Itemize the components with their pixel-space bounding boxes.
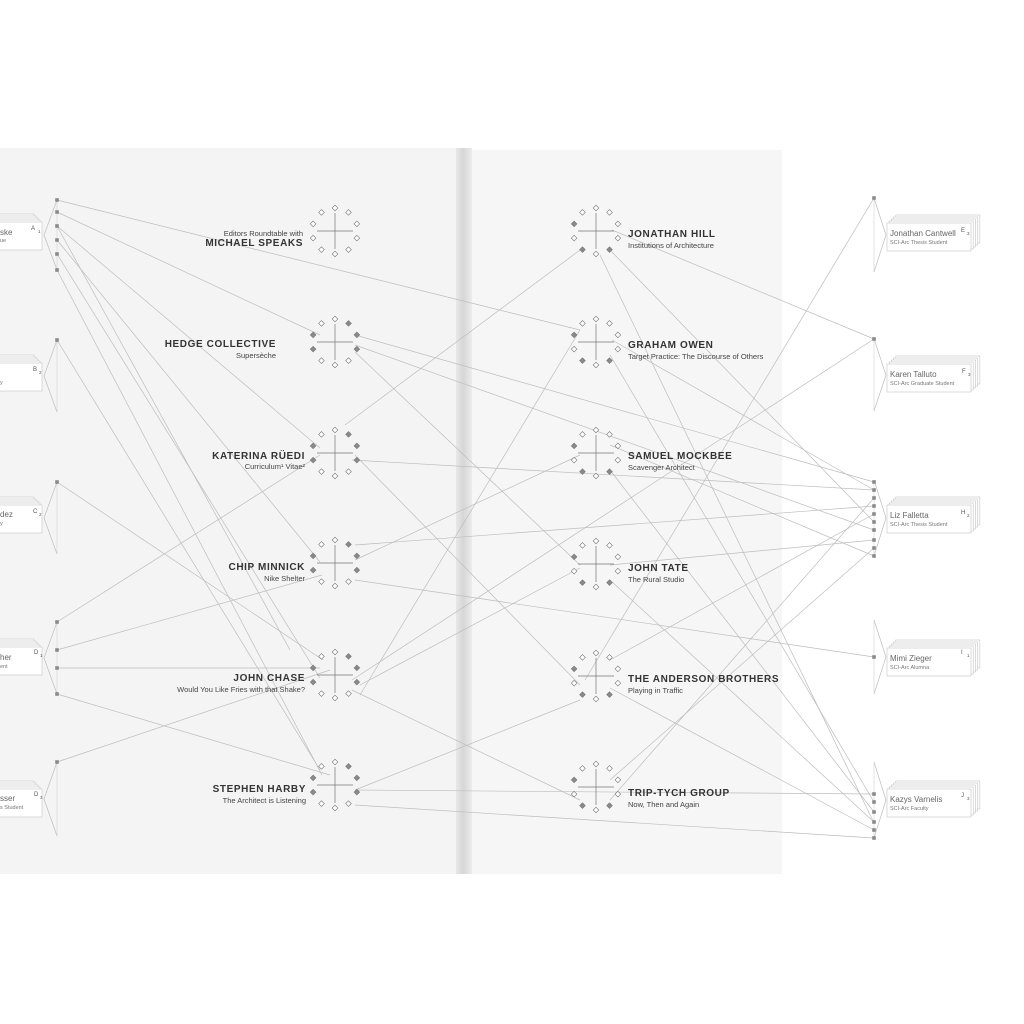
endpoint-square	[55, 666, 59, 670]
hub-port	[593, 807, 599, 813]
hub-port	[593, 362, 599, 368]
hub-port	[607, 692, 613, 698]
bracket-line	[44, 482, 57, 554]
hub-port	[571, 666, 577, 672]
endpoint-square	[55, 252, 59, 256]
connection-line	[610, 514, 874, 660]
hub-port	[593, 761, 599, 767]
card-index: 3	[40, 795, 43, 800]
node-title-hedge-collective: HEDGE COLLECTIVE	[164, 339, 276, 350]
card-role: SCI-Arc Thesis Student	[890, 522, 948, 528]
hub-port	[346, 469, 352, 475]
hub-port	[593, 316, 599, 322]
endpoint-square	[872, 504, 876, 508]
hub-port	[593, 538, 599, 544]
endpoint-square	[872, 538, 876, 542]
connection-line	[57, 240, 320, 562]
endpoint-square	[872, 792, 876, 796]
hub-port	[571, 235, 577, 241]
hub-port	[332, 362, 338, 368]
card-name: Jonathan Cantwell	[890, 229, 956, 238]
connection-line	[57, 455, 320, 622]
endpoint-square	[55, 620, 59, 624]
hub-port	[332, 316, 338, 322]
hub-port	[607, 766, 613, 772]
endpoint-square	[55, 210, 59, 214]
hub-port	[310, 775, 316, 781]
hub-port	[580, 803, 586, 809]
connection-line	[352, 690, 580, 800]
endpoint-square	[872, 337, 876, 341]
hub-port	[346, 579, 352, 585]
hub-port	[319, 432, 325, 438]
bracket-line	[874, 198, 886, 272]
hub-port	[346, 542, 352, 548]
card-index: 3	[967, 231, 970, 236]
node-title-graham-owen: GRAHAM OWEN	[628, 340, 714, 351]
endpoint-square	[55, 648, 59, 652]
hub-port	[332, 583, 338, 589]
connection-line	[610, 250, 874, 522]
hub-port	[593, 584, 599, 590]
endpoint-square	[872, 836, 876, 840]
hub-port	[615, 554, 621, 560]
node-subtitle: Curriculum¹ Vitae²	[244, 462, 305, 471]
node-subtitle: Supersèche	[235, 351, 276, 360]
hub-port	[571, 554, 577, 560]
bracket-line	[44, 200, 57, 270]
hub-port	[571, 346, 577, 352]
hub-port	[310, 567, 316, 573]
connection-line	[355, 506, 874, 545]
node-subtitle: The Architect is Listening	[222, 796, 306, 805]
node-subtitle: Playing in Traffic	[628, 686, 683, 695]
hub-port	[319, 691, 325, 697]
endpoint-square	[872, 520, 876, 524]
endpoint-square	[55, 692, 59, 696]
hub-port	[580, 655, 586, 661]
hub-port	[354, 235, 360, 241]
hub-port	[310, 221, 316, 227]
hub-port	[319, 321, 325, 327]
connection-line	[610, 580, 874, 822]
node-title-anderson-brothers: THE ANDERSON BROTHERS	[628, 674, 780, 685]
hub-port	[346, 432, 352, 438]
endpoint-square	[55, 198, 59, 202]
card-index: 1	[967, 653, 970, 658]
card-role: y	[0, 380, 3, 386]
card-name: Kazys Varnelis	[890, 795, 943, 804]
endpoint-square	[872, 512, 876, 516]
bracket-line	[44, 622, 57, 694]
hub-port	[615, 346, 621, 352]
hub-port	[319, 764, 325, 770]
hub-port	[319, 801, 325, 807]
endpoint-square	[872, 546, 876, 550]
hub-port	[615, 221, 621, 227]
node-subtitle: Nike Shelter	[264, 574, 305, 583]
card-role: s Student	[0, 805, 24, 811]
hub-port	[332, 473, 338, 479]
hub-port	[571, 777, 577, 783]
bracket-line	[874, 339, 886, 411]
connection-line	[57, 200, 580, 330]
card-name: her	[0, 653, 12, 662]
node-subtitle: Now, Then and Again	[628, 800, 700, 809]
hub-port	[580, 358, 586, 364]
hub-port	[310, 553, 316, 559]
hub-port	[607, 321, 613, 327]
endpoint-square	[55, 238, 59, 242]
endpoint-square	[55, 480, 59, 484]
hub-port	[346, 247, 352, 253]
hub-port	[319, 358, 325, 364]
hub-port	[615, 680, 621, 686]
hub-port	[354, 567, 360, 573]
bracket-line	[44, 340, 57, 412]
hub-port	[580, 210, 586, 216]
card-code: A	[31, 226, 36, 232]
card-name: Karen Talluto	[890, 370, 937, 379]
card-role: ue	[0, 238, 7, 244]
node-subtitle: Would You Like Fries with that Shake?	[177, 685, 305, 694]
hub-port	[354, 679, 360, 685]
hub-port	[354, 221, 360, 227]
connection-line	[355, 335, 874, 482]
endpoint-square	[55, 224, 59, 228]
card-code: H	[961, 510, 966, 516]
card-role: SCI-Arc Faculty	[890, 806, 929, 812]
hub-port	[310, 346, 316, 352]
hub-port	[593, 205, 599, 211]
node-title-john-chase: JOHN CHASE	[233, 673, 305, 684]
endpoint-square	[55, 338, 59, 342]
hub-port	[332, 695, 338, 701]
bracket-line	[44, 762, 57, 836]
connection-line	[57, 226, 290, 650]
hub-port	[615, 457, 621, 463]
connection-line	[352, 339, 874, 680]
hub-port	[346, 654, 352, 660]
node-title-john-tate: JOHN TATE	[628, 563, 689, 574]
node-title-michael-speaks: MICHAEL SPEAKS	[205, 238, 303, 249]
connection-line	[355, 700, 580, 790]
hub-port	[319, 210, 325, 216]
hub-port	[607, 210, 613, 216]
card-index: 3	[968, 372, 971, 377]
hub-port	[607, 803, 613, 809]
card-name: dez	[0, 510, 13, 519]
card-index: 1	[40, 653, 43, 658]
hub-port	[332, 805, 338, 811]
hub-port	[354, 457, 360, 463]
card-code: B	[33, 367, 38, 373]
hub-port	[346, 358, 352, 364]
hub-port	[332, 759, 338, 765]
hub-port	[346, 210, 352, 216]
connection-line	[352, 460, 874, 490]
hub-port	[346, 764, 352, 770]
node-title-stephen-harby: STEPHEN HARBY	[212, 784, 306, 795]
endpoint-square	[55, 760, 59, 764]
connection-line	[57, 226, 320, 448]
hub-port	[354, 346, 360, 352]
hub-port	[615, 666, 621, 672]
connection-line	[355, 455, 580, 685]
hub-port	[607, 358, 613, 364]
card-role: SCI-Arc Alumna	[890, 665, 930, 671]
card-name: ske	[0, 228, 13, 237]
node-subtitle: Institutions of Architecture	[628, 241, 714, 250]
card-name: sser	[0, 794, 16, 803]
card-code: C	[33, 509, 38, 515]
hub-port	[332, 649, 338, 655]
hub-port	[346, 801, 352, 807]
hub-port	[580, 692, 586, 698]
hub-port	[346, 321, 352, 327]
card-code: D	[34, 650, 39, 656]
hub-port	[354, 443, 360, 449]
card-role: SCI-Arc Graduate Student	[890, 381, 955, 387]
node-title-trip-tych-group: TRIP-TYCH GROUP	[628, 788, 730, 799]
hub-port	[615, 443, 621, 449]
hub-port	[310, 679, 316, 685]
hub-port	[593, 696, 599, 702]
hub-port	[571, 457, 577, 463]
card-name: Mimi Zieger	[890, 654, 932, 663]
hub-port	[310, 789, 316, 795]
connection-line	[355, 805, 874, 838]
hub-port	[319, 654, 325, 660]
node-title-jonathan-hill: JONATHAN HILL	[628, 229, 716, 240]
card-index: 2	[39, 512, 42, 517]
hub-port	[580, 247, 586, 253]
hub-port	[580, 432, 586, 438]
card-code: I	[961, 650, 963, 656]
connection-line	[355, 790, 874, 794]
hub-port	[332, 537, 338, 543]
node-subtitle: Scavenger Architect	[628, 463, 695, 472]
hub-port	[354, 665, 360, 671]
connection-line	[355, 352, 580, 565]
bracket-line	[874, 762, 886, 838]
endpoint-square	[872, 496, 876, 500]
hub-port	[319, 579, 325, 585]
card-index: 2	[967, 513, 970, 518]
node-title-katerina-ruedi: KATERINA RÜEDI	[212, 451, 305, 462]
endpoint-square	[872, 196, 876, 200]
connection-line	[57, 575, 322, 650]
hub-port	[615, 777, 621, 783]
endpoint-square	[872, 828, 876, 832]
connection-line	[610, 470, 874, 812]
hub-port	[593, 650, 599, 656]
hub-port	[354, 775, 360, 781]
connection-line	[355, 345, 874, 530]
hub-port	[571, 443, 577, 449]
endpoint-square	[872, 800, 876, 804]
hub-port	[615, 568, 621, 574]
endpoint-square	[872, 810, 876, 814]
hub-port	[593, 251, 599, 257]
node-title-samuel-mockbee: SAMUEL MOCKBEE	[628, 451, 733, 462]
hub-port	[615, 235, 621, 241]
hub-port	[580, 321, 586, 327]
endpoint-square	[55, 268, 59, 272]
connection-line	[355, 580, 874, 657]
hub-port	[580, 543, 586, 549]
hub-port	[354, 332, 360, 338]
connection-line	[585, 198, 874, 680]
hub-port	[607, 543, 613, 549]
hub-port	[607, 580, 613, 586]
node-subtitle: Target Practice: The Discourse of Others	[628, 352, 764, 361]
hub-port	[607, 469, 613, 475]
hub-port	[332, 427, 338, 433]
connection-line	[345, 250, 580, 425]
hub-port	[571, 221, 577, 227]
hub-port	[580, 580, 586, 586]
node-pre-label: Editors Roundtable with	[223, 229, 303, 238]
hub-port	[346, 691, 352, 697]
connection-line	[360, 330, 580, 695]
card-index: 2	[39, 370, 42, 375]
card-code: J	[961, 793, 964, 799]
endpoint-square	[872, 480, 876, 484]
hub-port	[571, 568, 577, 574]
hub-port	[580, 766, 586, 772]
card-name: Liz Falletta	[890, 511, 929, 520]
connection-line	[57, 694, 330, 775]
endpoint-square	[872, 655, 876, 659]
card-index: 1	[38, 229, 41, 234]
hub-port	[319, 542, 325, 548]
endpoint-square	[872, 820, 876, 824]
card-index: 3	[967, 796, 970, 801]
card-code: E	[961, 228, 966, 234]
card-role: y	[0, 521, 3, 527]
endpoint-square	[872, 554, 876, 558]
connection-line	[355, 455, 580, 560]
hub-port	[332, 205, 338, 211]
endpoint-square	[872, 528, 876, 532]
hub-port	[319, 469, 325, 475]
hub-port	[615, 332, 621, 338]
hub-port	[332, 251, 338, 257]
node-title-chip-minnick: CHIP MINNICK	[228, 562, 305, 573]
endpoint-square	[872, 488, 876, 492]
card-code: D	[34, 792, 39, 798]
connection-line	[610, 498, 874, 800]
hub-port	[319, 247, 325, 253]
hub-port	[310, 235, 316, 241]
card-role: SCI-Arc Thesis Student	[890, 240, 948, 246]
node-subtitle: The Rural Studio	[628, 575, 685, 584]
card-role: ent	[0, 664, 8, 670]
card-code: F	[962, 369, 966, 375]
connection-line	[610, 540, 874, 565]
